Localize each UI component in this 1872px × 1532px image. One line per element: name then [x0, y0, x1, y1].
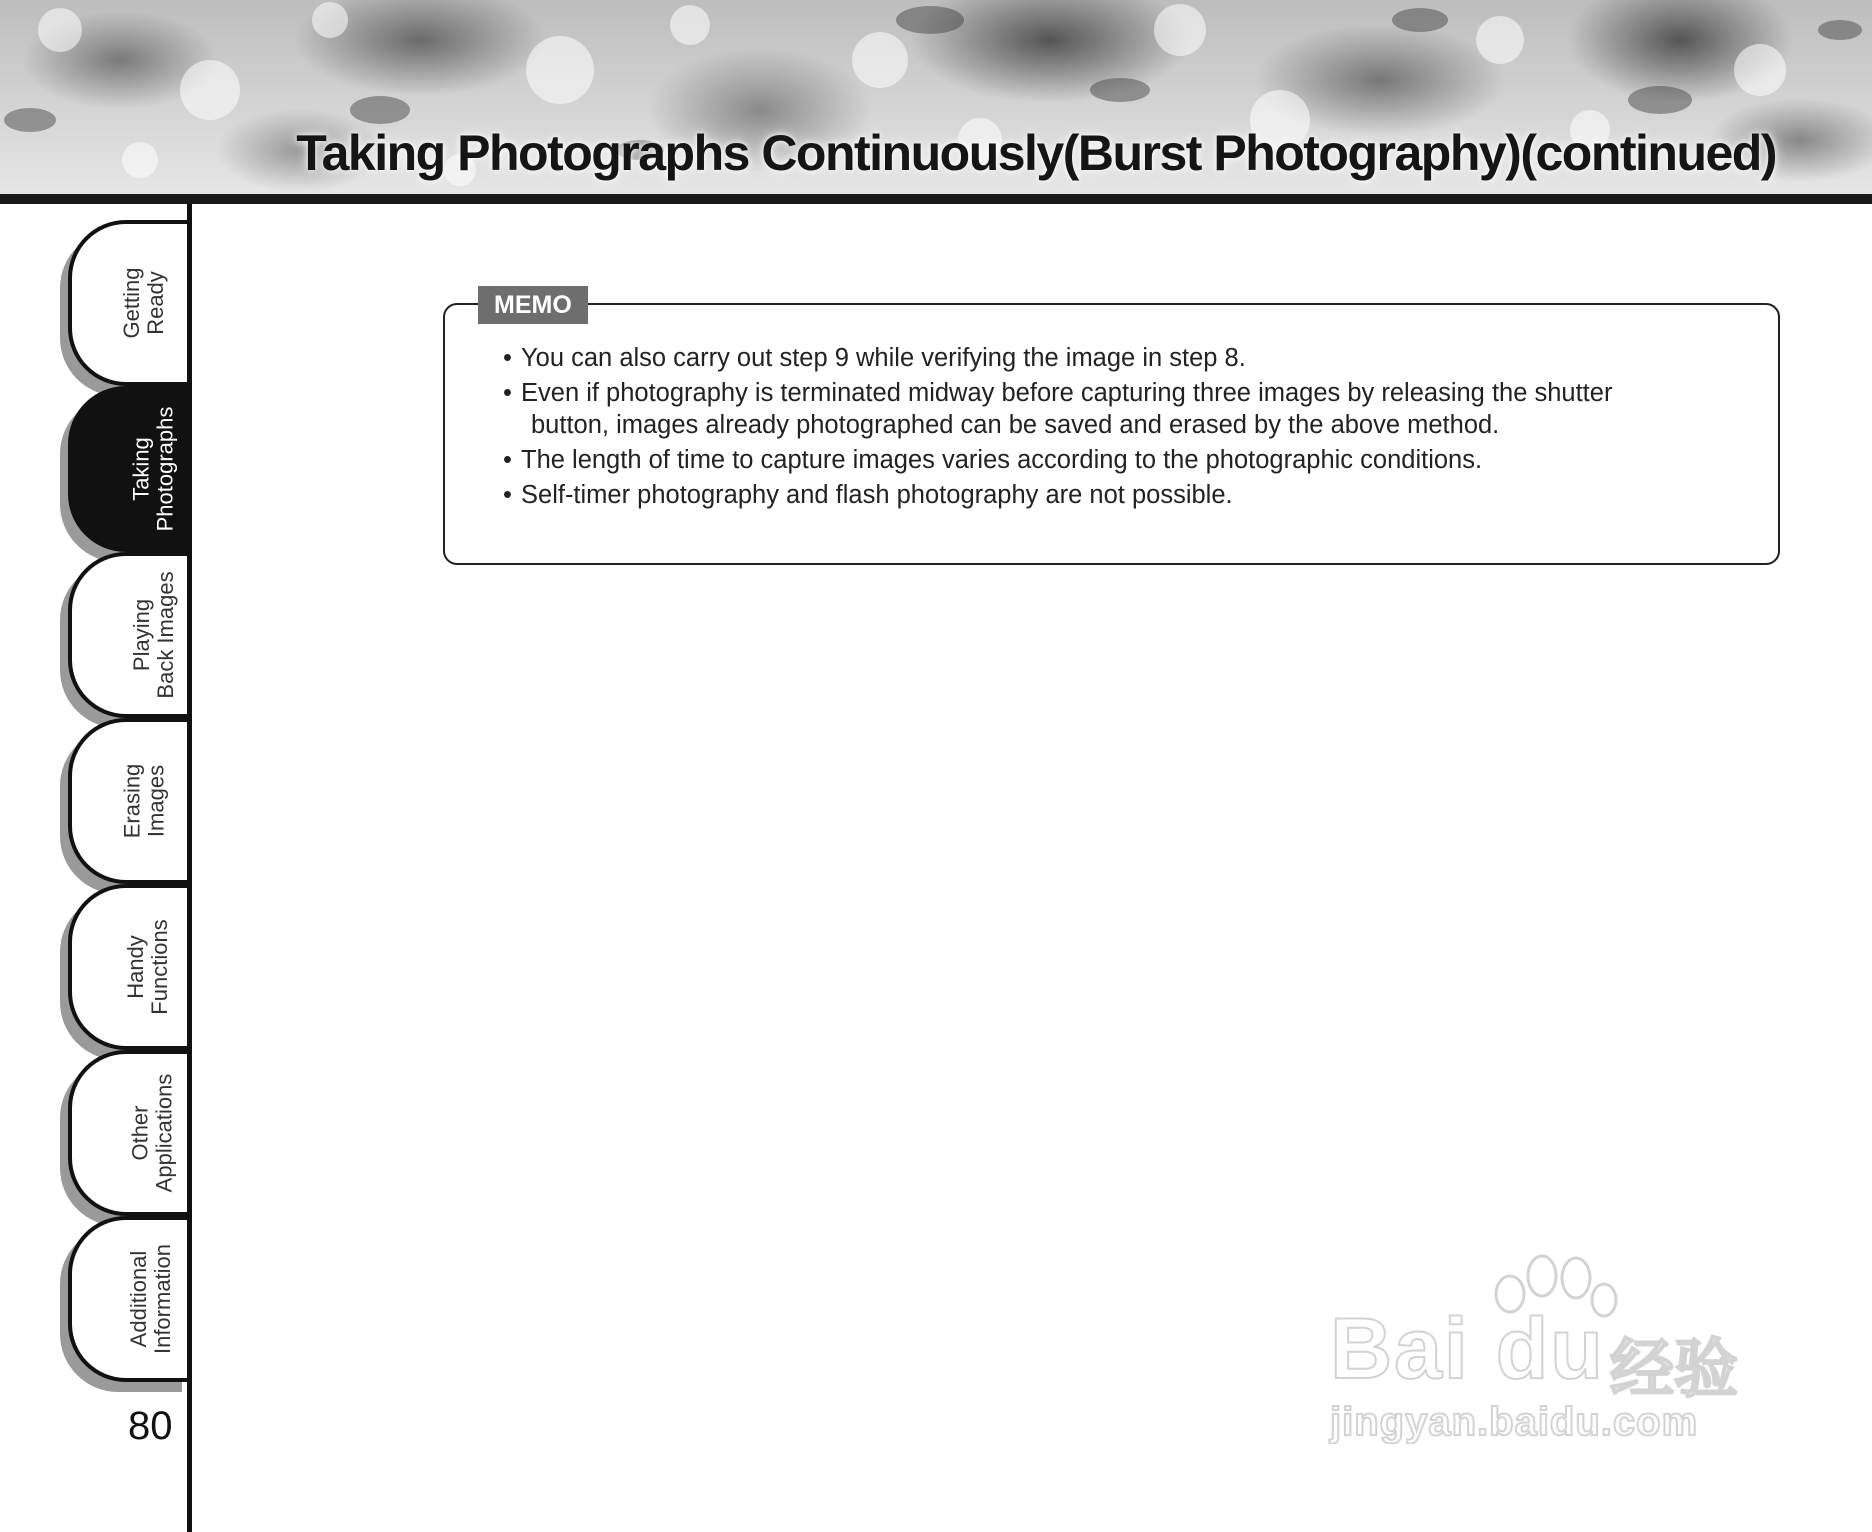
- tab-getting-ready[interactable]: [68, 220, 190, 386]
- tab-taking-photographs[interactable]: [68, 386, 190, 552]
- header-banner: [0, 0, 1872, 194]
- tab-label: Playing Back Images: [128, 571, 178, 699]
- tab-label: Taking Photographs: [128, 406, 178, 532]
- tab-label: Erasing Images: [119, 763, 169, 839]
- memo-item: • You can also carry out step 9 while verifying the image in step 8.: [503, 342, 1743, 374]
- memo-item: • Self-timer photography and flash photography are not possible.: [503, 479, 1743, 511]
- memo-tag: MEMO: [478, 286, 588, 324]
- header-divider: [0, 194, 1872, 204]
- tab-other-applications[interactable]: [68, 1050, 190, 1216]
- tab-label: Other Applications: [127, 1073, 177, 1193]
- tab-label: Additional Information: [125, 1243, 175, 1355]
- page-title: Taking Photographs Continuously(Burst Photography)(continued): [296, 125, 1776, 181]
- tab-label: Getting Ready: [118, 267, 168, 339]
- page-number: 80: [128, 1404, 173, 1448]
- tab-erasing-images[interactable]: [68, 718, 190, 884]
- memo-item: • Even if photography is terminated midway before capturing three images by releasing the shutter button, images already photographed can be saved and erased by the above method.: [503, 377, 1743, 441]
- memo-item: • The length of time to capture images varies according to the photographic conditions.: [503, 444, 1743, 476]
- watermark-brand: Bai du: [1330, 1301, 1605, 1397]
- tab-handy-functions[interactable]: [68, 884, 190, 1050]
- tab-playing-back-images[interactable]: [68, 552, 190, 718]
- tab-label: Handy Functions: [123, 919, 173, 1015]
- tab-rail-divider: [187, 204, 192, 1532]
- baidu-jingyan-watermark: [1330, 1250, 1760, 1460]
- memo-list: [503, 342, 1743, 514]
- watermark-cn: 经验: [1610, 1333, 1738, 1405]
- tab-additional-information[interactable]: [68, 1216, 190, 1382]
- watermark-url: jingyan.baidu.com: [1330, 1400, 1699, 1444]
